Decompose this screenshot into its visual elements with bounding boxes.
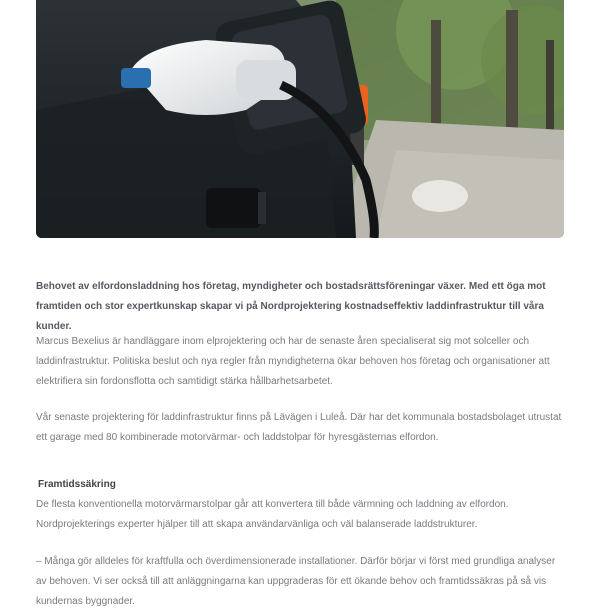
section-framtidssakring [36,475,564,535]
paragraph-quote: – Många gör alldeles för kraftfulla och överdimensionerade installationer. Därför börjar vi först med grundliga analyser av behoven. Vi ser också till att anläggningarna kan uppgraderas för ett ökande behov och framtidssäkras på så vis kundernas byggnader. [36,556,556,607]
hero-image [36,0,564,238]
ev-charging-photo [36,0,564,238]
paragraph-marcus: Marcus Bexelius är handläggare inom elprojektering och har de senaste åren specialiserat sig mot solceller och laddinfrastruktur. Politiska beslut och nya regler från myndigheterna ökar behoven hos företag och organisationer att elektrifiera sin fordonsflotta och samtidigt stärka hållbarhetsarbetet. [36,336,550,387]
paragraph-lavagen: Vår senaste projektering för laddinfrastruktur finns på Lävägen i Luleå. Där har det kommunala bostadsbolaget utrustat ett garage med 80 kombinerade motorvärmar- och laddstolpar för hyresgästernas elfordon. [36,412,562,443]
section-title: Framtidssäkring [38,479,116,490]
section-body: De flesta konventionella motorvärmarstolpar går att konvertera till både värmning och laddning av elfordon. Nordprojekterings experter hjälper till att skapa användarvänliga och väl balanserade laddstrukturer. [36,499,509,530]
lead-paragraph: Behovet av elfordonsladdning hos företag, myndigheter och bostadsrättsföreningar växer. Med ett öga mot framtiden och stor expertkunskap skapar vi på Nordprojektering kostnadseffektiv laddinfrastruktur till våra kunder. [36,281,546,332]
